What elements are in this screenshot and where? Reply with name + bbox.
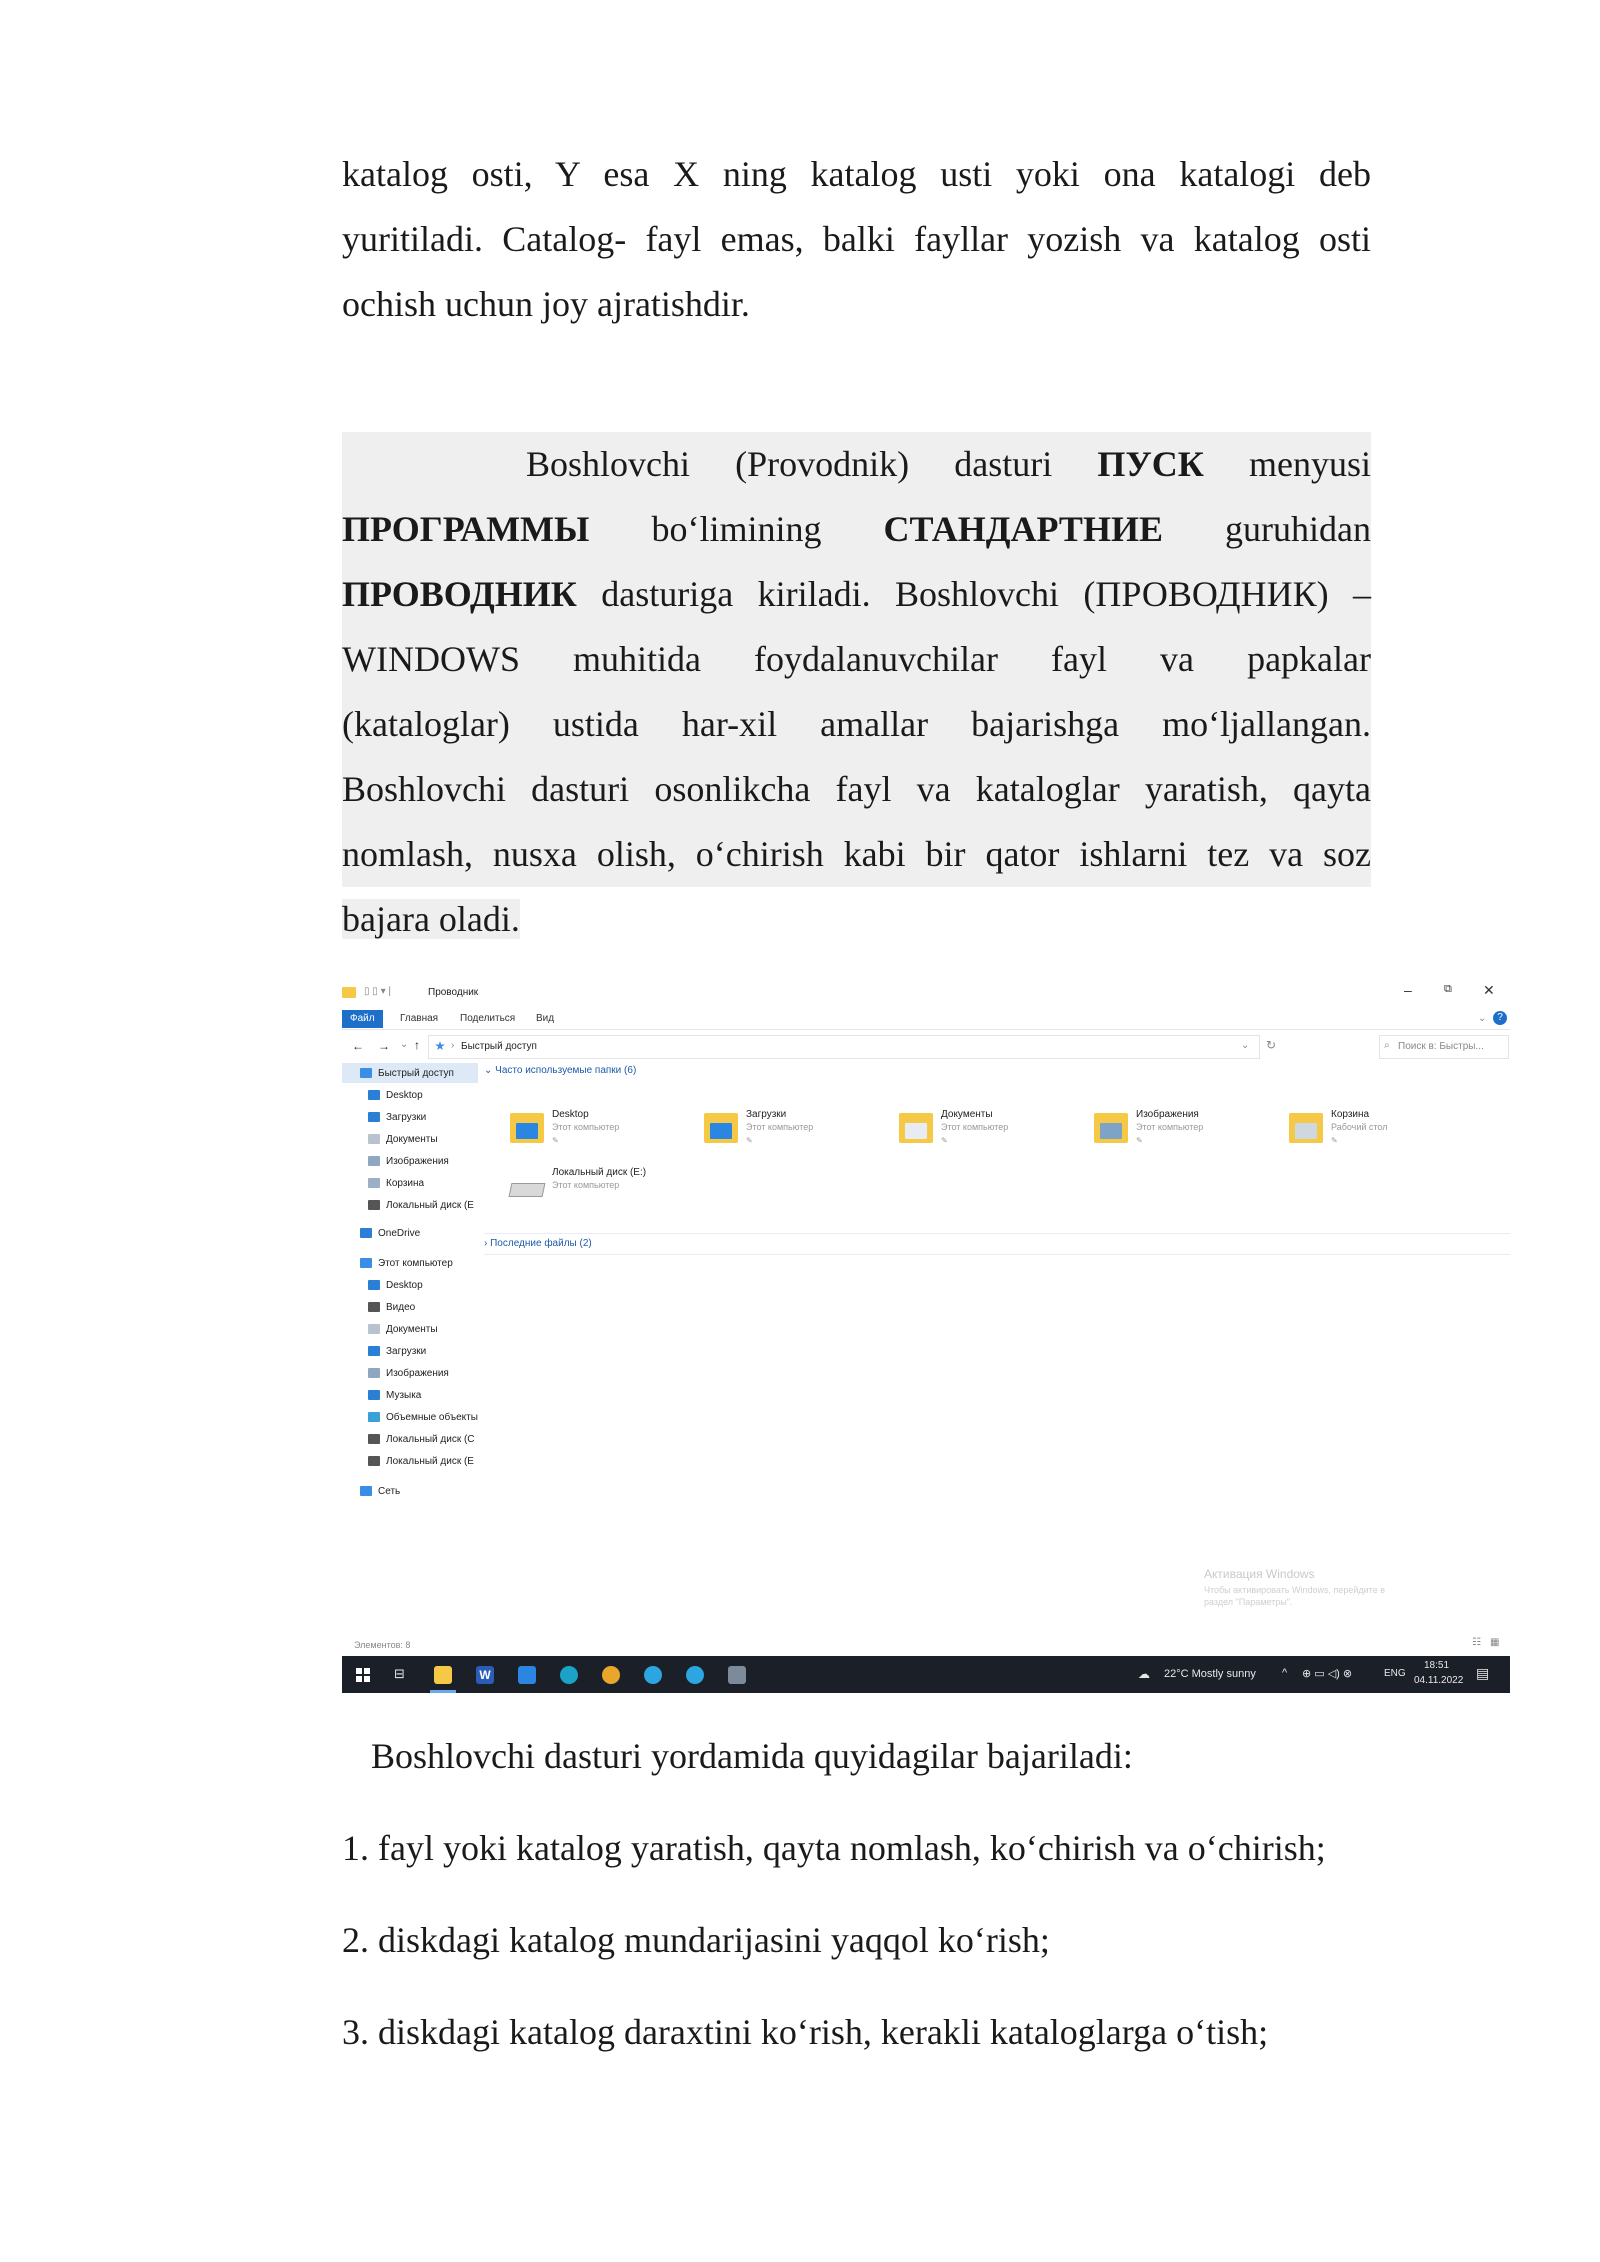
nav-item[interactable] <box>368 1429 475 1449</box>
nav-item-label: Desktop <box>386 1089 423 1101</box>
nav-item[interactable] <box>360 1253 453 1273</box>
folder-location: Этот компьютер <box>941 1122 1009 1132</box>
folder-location: Этот компьютер <box>1136 1122 1204 1132</box>
folder-name: Desktop <box>552 1109 589 1120</box>
list-item: 2. diskdagi katalog mundarijasini yaqqol ko‘rish; <box>342 1920 1050 1960</box>
nav-item-icon <box>368 1200 380 1210</box>
address-bar[interactable] <box>428 1035 1260 1059</box>
nav-item-icon <box>360 1068 372 1078</box>
paragraph-2-line: (kataloglar) ustida har-xil amallar bajarishga mo‘ljallangan. <box>342 692 1371 757</box>
activation-watermark-text: раздел "Параметры". <box>1204 1597 1293 1607</box>
chevron-down-icon[interactable]: ⌄ <box>1241 1040 1250 1051</box>
help-icon[interactable]: ? <box>1493 1011 1507 1025</box>
paragraph-2-line: nomlash, nusxa olish, o‘chirish kabi bir qator ishlarni tez va soz <box>342 822 1371 887</box>
folder-tile[interactable] <box>1094 1109 1254 1159</box>
minimize-icon[interactable]: – <box>1404 983 1412 998</box>
up-icon[interactable]: ↑ <box>414 1038 420 1052</box>
clock-date[interactable]: 04.11.2022 <box>1414 1675 1464 1686</box>
nav-item[interactable] <box>368 1173 424 1193</box>
paragraph-1-line: ochish uchun joy ajratishdir. <box>342 284 750 324</box>
nav-item-icon <box>368 1156 380 1166</box>
nav-item-label: OneDrive <box>378 1227 421 1239</box>
recent-files-header <box>484 1238 592 1249</box>
nav-item[interactable] <box>368 1151 449 1171</box>
nav-item[interactable] <box>368 1385 421 1405</box>
nav-item-label: Документы <box>386 1133 438 1145</box>
nav-item-icon <box>368 1412 380 1422</box>
folder-tile[interactable] <box>1289 1109 1449 1159</box>
nav-item[interactable] <box>368 1297 415 1317</box>
windows-start-icon[interactable] <box>356 1668 370 1682</box>
list-item: 1. fayl yoki katalog yaratish, qayta nomlash, ko‘chirish va o‘chirish; <box>342 1828 1326 1868</box>
list-intro: Boshlovchi dasturi yordamida quyidagilar bajariladi: <box>371 1736 1133 1776</box>
nav-item[interactable] <box>368 1451 474 1471</box>
chevron-right-icon: › <box>484 1238 491 1249</box>
quick-access-toolbar-icon[interactable]: ▯ ▯ ▾ | <box>364 986 391 997</box>
frequent-folders-label: Часто используемые папки (6) <box>495 1065 637 1076</box>
tab-file[interactable]: Файл <box>342 1010 383 1028</box>
nav-item-icon <box>360 1258 372 1268</box>
nav-item[interactable] <box>368 1407 478 1427</box>
nav-item-label: Загрузки <box>386 1111 427 1123</box>
language-indicator[interactable]: ENG <box>1384 1668 1406 1679</box>
pin-icon: ✎ <box>1331 1136 1338 1145</box>
nav-item[interactable] <box>368 1107 426 1127</box>
nav-item-label: Быстрый доступ <box>378 1067 454 1079</box>
recent-files-group[interactable] <box>484 1233 1510 1255</box>
text-run: dasturiga kiriladi. Boshlovchi (ПРОВОДНИК) – <box>601 574 1371 614</box>
paragraph-1-line: yuritiladi. Catalog- fayl emas, balki fayllar yozish va katalog osti <box>342 219 1371 259</box>
nav-item-icon <box>360 1486 372 1496</box>
folder-icon <box>342 987 356 998</box>
nav-item-label: Документы <box>386 1323 438 1335</box>
tab-home[interactable]: Главная <box>400 1013 439 1024</box>
disk-tile[interactable] <box>510 1167 670 1217</box>
nav-item[interactable] <box>368 1195 474 1215</box>
folder-location: Этот компьютер <box>552 1122 620 1132</box>
close-icon[interactable]: ✕ <box>1483 983 1495 998</box>
refresh-icon[interactable]: ↻ <box>1266 1038 1277 1052</box>
folder-name: Загрузки <box>746 1109 787 1120</box>
edge-icon[interactable] <box>560 1666 578 1684</box>
nav-item[interactable] <box>360 1063 454 1083</box>
star-icon <box>435 1041 445 1051</box>
list-item: 3. diskdagi katalog daraxtini ko‘rish, kerakli kataloglarga o‘tish; <box>342 2012 1269 2052</box>
nav-item-label: Музыка <box>386 1389 422 1401</box>
nav-item-label: Локальный диск (E <box>386 1455 474 1467</box>
weather-text[interactable]: 22°C Mostly sunny <box>1164 1668 1256 1680</box>
frequent-folders-header[interactable] <box>484 1065 636 1076</box>
nav-item-label: Desktop <box>386 1279 423 1291</box>
large-icons-view-icon[interactable]: ▦ <box>1490 1637 1500 1648</box>
paragraph-2-line: bajara oladi. <box>342 899 520 939</box>
nav-item-label: Видео <box>386 1301 416 1313</box>
nav-item-label: Сеть <box>378 1485 401 1497</box>
paragraph-2-line: Boshlovchi dasturi osonlikcha fayl va kataloglar yaratish, qayta <box>342 757 1371 822</box>
bold-term: СТАНДАРТНИЕ <box>883 509 1163 549</box>
folder-name: Изображения <box>1136 1109 1199 1120</box>
pin-icon: ✎ <box>552 1136 559 1145</box>
disk-name: Локальный диск (E:) <box>552 1167 647 1178</box>
notifications-icon[interactable]: ▤ <box>1476 1665 1490 1681</box>
nav-item[interactable] <box>360 1481 400 1501</box>
nav-item-label: Загрузки <box>386 1345 427 1357</box>
nav-item-icon <box>368 1302 380 1312</box>
app-icon[interactable] <box>728 1666 746 1684</box>
text-run: menyusi <box>1249 444 1371 484</box>
recent-files-label: Последние файлы (2) <box>490 1238 592 1249</box>
nav-item-label: Этот компьютер <box>378 1257 453 1269</box>
nav-item-icon <box>368 1178 380 1188</box>
nav-item-icon <box>368 1346 380 1356</box>
nav-item[interactable] <box>368 1341 426 1361</box>
chevron-up-icon[interactable]: ^ <box>1282 1667 1288 1679</box>
folder-name: Корзина <box>1331 1109 1370 1120</box>
taskbar <box>342 1656 1510 1693</box>
chevron-down-icon[interactable]: ⌄ <box>1478 1013 1487 1024</box>
telegram-icon[interactable] <box>686 1666 704 1684</box>
nav-item-icon <box>360 1228 372 1238</box>
nav-item-label: Объемные объекты <box>386 1411 478 1423</box>
nav-item-label: Локальный диск (C <box>386 1433 475 1445</box>
task-view-icon[interactable]: ⊟ <box>394 1666 405 1681</box>
search-icon: ⌕ <box>1384 1040 1390 1051</box>
nav-item[interactable] <box>368 1085 423 1105</box>
search-input[interactable] <box>1379 1035 1509 1059</box>
bold-term: ПРОГРАММЫ <box>342 509 590 549</box>
explorer-screenshot <box>342 983 1510 1693</box>
folder-tile[interactable] <box>510 1109 670 1159</box>
bold-term: ПРОВОДНИК <box>342 574 577 614</box>
file-explorer-taskbar-icon[interactable] <box>434 1666 452 1684</box>
bold-term: ПУСК <box>1097 444 1204 484</box>
text-run: guruhidan <box>1225 509 1371 549</box>
paragraph-2-line: WINDOWS muhitida foydalanuvchilar fayl va papkalar <box>342 627 1371 692</box>
nav-item[interactable] <box>360 1223 420 1243</box>
telegram-icon[interactable] <box>644 1666 662 1684</box>
nav-item-label: Изображения <box>386 1155 449 1167</box>
folder-icon <box>899 1113 933 1143</box>
tray-icons[interactable]: ⊕ ▭ ◁) ⊗ <box>1302 1668 1353 1680</box>
folder-icon <box>1289 1113 1323 1143</box>
status-item-count: Элементов: 8 <box>354 1640 411 1650</box>
folder-location: Рабочий стол <box>1331 1122 1388 1132</box>
word-icon[interactable]: W <box>476 1666 494 1684</box>
tab-share[interactable]: Поделиться <box>460 1013 516 1024</box>
text-run: bo‘limining <box>651 509 822 549</box>
forward-icon[interactable]: → <box>378 1039 390 1053</box>
window-title: Проводник <box>428 987 479 998</box>
search-placeholder: Поиск в: Быстры... <box>1398 1041 1484 1052</box>
folder-tile[interactable] <box>899 1109 1059 1159</box>
activation-watermark-text: Чтобы активировать Windows, перейдите в <box>1204 1585 1385 1595</box>
breadcrumb-separator-icon: › <box>451 1040 455 1051</box>
paragraph-2 <box>342 432 1371 952</box>
tab-view[interactable]: Вид <box>536 1013 555 1024</box>
activation-watermark-title: Активация Windows <box>1204 1567 1315 1581</box>
weather-icon[interactable]: ☁ <box>1138 1667 1150 1681</box>
paragraph-1 <box>342 142 1371 337</box>
pin-icon: ✎ <box>746 1136 753 1145</box>
ribbon-divider <box>342 1029 1510 1030</box>
text-run: Boshlovchi (Provodnik) dasturi <box>526 444 1053 484</box>
clock-time[interactable]: 18:51 <box>1424 1660 1450 1671</box>
nav-item-icon <box>368 1324 380 1334</box>
pin-icon: ✎ <box>1136 1136 1143 1145</box>
paragraph-2-line <box>342 432 1371 497</box>
chrome-icon[interactable] <box>602 1666 620 1684</box>
disk-sub: Этот компьютер <box>552 1180 620 1190</box>
paragraph-1-line: katalog osti, Y esa X ning katalog usti yoki ona katalogi deb <box>342 154 1371 194</box>
folder-icon <box>704 1113 738 1143</box>
folder-icon <box>1094 1113 1128 1143</box>
nav-item[interactable] <box>368 1363 449 1383</box>
nav-item[interactable] <box>368 1129 438 1149</box>
pin-icon: ✎ <box>941 1136 948 1145</box>
folder-tile[interactable] <box>704 1109 864 1159</box>
nav-item-label: Локальный диск (E <box>386 1199 474 1211</box>
nav-item-icon <box>368 1112 380 1122</box>
mail-icon[interactable] <box>518 1666 536 1684</box>
recent-locations-icon[interactable]: ⌄ <box>400 1039 409 1050</box>
nav-item-icon <box>368 1090 380 1100</box>
navigation-pane <box>342 1063 478 1643</box>
paragraph-2-line <box>342 497 1371 562</box>
nav-item[interactable] <box>368 1275 423 1295</box>
nav-item-label: Изображения <box>386 1367 449 1379</box>
nav-item-icon <box>368 1134 380 1144</box>
nav-item-icon <box>368 1280 380 1290</box>
drive-icon <box>509 1183 546 1197</box>
paragraph-2-line <box>342 562 1371 627</box>
active-app-indicator <box>430 1690 456 1693</box>
chevron-down-icon: ⌄ <box>484 1065 496 1076</box>
nav-item-icon <box>368 1456 380 1466</box>
folder-location: Этот компьютер <box>746 1122 814 1132</box>
details-view-icon[interactable]: ☷ <box>1472 1637 1481 1648</box>
folder-name: Документы <box>941 1109 993 1120</box>
nav-item-icon <box>368 1390 380 1400</box>
folder-icon <box>510 1113 544 1143</box>
nav-item[interactable] <box>368 1319 438 1339</box>
breadcrumb[interactable]: Быстрый доступ <box>461 1041 537 1052</box>
restore-icon[interactable]: ⧉ <box>1444 983 1452 995</box>
nav-item-label: Корзина <box>386 1177 425 1189</box>
back-icon[interactable]: ← <box>352 1039 364 1053</box>
nav-item-icon <box>368 1434 380 1444</box>
nav-item-icon <box>368 1368 380 1378</box>
